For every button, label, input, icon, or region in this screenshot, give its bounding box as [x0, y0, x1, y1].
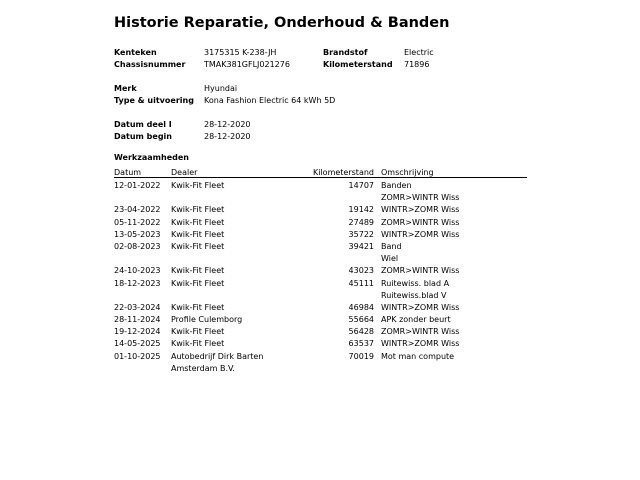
- row-dealer: [171, 217, 281, 229]
- row-kilometerstand: 45111: [348, 278, 374, 288]
- merk-value: Hyundai: [204, 84, 238, 93]
- table-row: [0, 338, 640, 350]
- row-dealer-line: Kwik-Fit Fleet: [171, 205, 225, 215]
- table-row: [0, 278, 640, 302]
- row-omschrijving-line: Ruitewiss. blad A: [381, 278, 450, 288]
- brandstof-value: Electric: [404, 48, 434, 57]
- row-omschrijving: [381, 180, 531, 204]
- row-omschrijving: [381, 229, 531, 241]
- werkzaamheden-table: [0, 180, 640, 375]
- row-omschrijving-line: Band: [381, 241, 402, 251]
- table-row: [0, 229, 640, 241]
- row-omschrijving: [381, 265, 531, 277]
- header-kilometerstand: Kilometerstand: [312, 168, 374, 177]
- row-dealer-line: Autobedrijf Dirk Barten: [171, 351, 264, 361]
- kilometerstand-value: 71896: [404, 60, 430, 69]
- row-dealer-line: Kwik-Fit Fleet: [171, 229, 225, 239]
- datum-begin-value: 28-12-2020: [204, 132, 251, 141]
- row-kilometerstand: 70019: [348, 351, 374, 361]
- row-omschrijving-line: Ruitewiss.blad V: [381, 290, 447, 300]
- row-omschrijving: [381, 314, 531, 326]
- row-datum: 18-12-2023: [114, 278, 161, 288]
- table-row: [0, 265, 640, 277]
- row-omschrijving-line: ZOMR>WINTR Wiss: [381, 217, 460, 227]
- datum-begin-label: Datum begin: [114, 132, 172, 141]
- row-omschrijving-line: ZOMR>WINTR Wiss: [381, 266, 460, 276]
- row-dealer-line: Kwik-Fit Fleet: [171, 339, 225, 349]
- row-kilometerstand: 27489: [348, 217, 374, 227]
- header-datum: Datum: [114, 168, 142, 177]
- row-kilometerstand: 14707: [348, 181, 374, 190]
- row-dealer-line: Kwik-Fit Fleet: [171, 278, 225, 288]
- row-datum: 02-08-2023: [114, 241, 161, 251]
- row-datum: 24-10-2023: [114, 266, 161, 276]
- row-omschrijving: [381, 326, 531, 338]
- row-omschrijving-line: APK zonder beurt: [381, 315, 451, 325]
- row-datum: 14-05-2025: [114, 339, 161, 349]
- row-dealer: [171, 338, 281, 350]
- row-omschrijving-line: Mot man compute: [381, 351, 455, 361]
- row-omschrijving: [381, 217, 531, 229]
- row-dealer-line: Profile Culemborg: [171, 315, 243, 325]
- row-dealer: [171, 229, 281, 241]
- row-datum: 28-11-2024: [114, 315, 161, 325]
- row-omschrijving: [381, 241, 531, 265]
- type-label: Type & uitvoering: [114, 96, 194, 105]
- table-row: [0, 314, 640, 326]
- row-datum: 05-11-2022: [114, 217, 161, 227]
- table-row: [0, 302, 640, 314]
- row-omschrijving-line: Wiel: [381, 254, 399, 264]
- table-row: [0, 326, 640, 338]
- row-omschrijving-line: WINTR>ZOMR Wiss: [381, 229, 460, 239]
- row-dealer: [171, 204, 281, 216]
- table-row: [0, 351, 640, 375]
- row-datum: 19-12-2024: [114, 327, 161, 337]
- row-omschrijving-line: WINTR>ZOMR Wiss: [381, 205, 460, 215]
- row-kilometerstand: 39421: [348, 241, 374, 251]
- row-kilometerstand: 43023: [348, 266, 374, 276]
- row-dealer: [171, 326, 281, 338]
- row-dealer-line: Kwik-Fit Fleet: [171, 302, 225, 312]
- table-row: [0, 217, 640, 229]
- row-kilometerstand: 56428: [348, 327, 374, 337]
- row-omschrijving-line: WINTR>ZOMR Wiss: [381, 339, 460, 349]
- kenteken-label: Kenteken: [114, 48, 157, 57]
- row-datum: 23-04-2022: [114, 205, 161, 215]
- row-omschrijving: [381, 204, 531, 216]
- chassis-label: Chassisnummer: [114, 60, 186, 69]
- merk-label: Merk: [114, 84, 137, 93]
- row-datum: 22-03-2024: [114, 302, 161, 312]
- row-kilometerstand: 55664: [348, 315, 374, 325]
- row-dealer-line: Amsterdam B.V.: [171, 363, 235, 373]
- row-dealer: [171, 302, 281, 314]
- row-kilometerstand: 19142: [348, 205, 374, 215]
- row-dealer-line: Kwik-Fit Fleet: [171, 266, 225, 276]
- row-dealer-line: Kwik-Fit Fleet: [171, 181, 225, 190]
- row-kilometerstand: 63537: [348, 339, 374, 349]
- header-divider: [114, 177, 527, 178]
- row-omschrijving: [381, 338, 531, 350]
- brandstof-label: Brandstof: [323, 48, 368, 57]
- chassis-value: TMAK381GFLJ021276: [204, 60, 290, 69]
- werkzaamheden-title: Werkzaamheden: [114, 153, 189, 162]
- row-datum: 13-05-2023: [114, 229, 161, 239]
- table-row: [0, 180, 640, 204]
- header-omschrijving: Omschrijving: [381, 168, 434, 177]
- table-row: [0, 204, 640, 216]
- row-omschrijving-line: WINTR>ZOMR Wiss: [381, 302, 460, 312]
- row-omschrijving: [381, 302, 531, 314]
- row-dealer: [171, 351, 281, 375]
- row-dealer-line: Kwik-Fit Fleet: [171, 217, 225, 227]
- table-row: [0, 241, 640, 265]
- row-omschrijving-line: Banden: [381, 181, 412, 190]
- row-kilometerstand: 35722: [348, 229, 374, 239]
- row-dealer-line: Kwik-Fit Fleet: [171, 241, 225, 251]
- row-dealer: [171, 314, 281, 326]
- kilometerstand-label: Kilometerstand: [323, 60, 393, 69]
- row-datum: 12-01-2022: [114, 181, 161, 190]
- datum-deel-label: Datum deel I: [114, 120, 172, 129]
- row-dealer: [171, 241, 281, 253]
- datum-deel-value: 28-12-2020: [204, 120, 251, 129]
- row-dealer-line: Kwik-Fit Fleet: [171, 327, 225, 337]
- row-omschrijving-line: ZOMR>WINTR Wiss: [381, 327, 460, 337]
- row-dealer: [171, 265, 281, 277]
- row-datum: 01-10-2025: [114, 351, 161, 361]
- row-omschrijving: [381, 278, 531, 302]
- type-value: Kona Fashion Electric 64 kWh 5D: [204, 96, 336, 105]
- row-kilometerstand: 46984: [348, 302, 374, 312]
- row-omschrijving-line: ZOMR>WINTR Wiss: [381, 193, 460, 203]
- page-title: Historie Reparatie, Onderhoud & Banden: [114, 15, 450, 31]
- header-dealer: Dealer: [171, 168, 198, 177]
- row-dealer: [171, 180, 281, 192]
- kenteken-value: 3175315 K-238-JH: [204, 48, 277, 57]
- row-omschrijving: [381, 351, 531, 363]
- row-dealer: [171, 278, 281, 290]
